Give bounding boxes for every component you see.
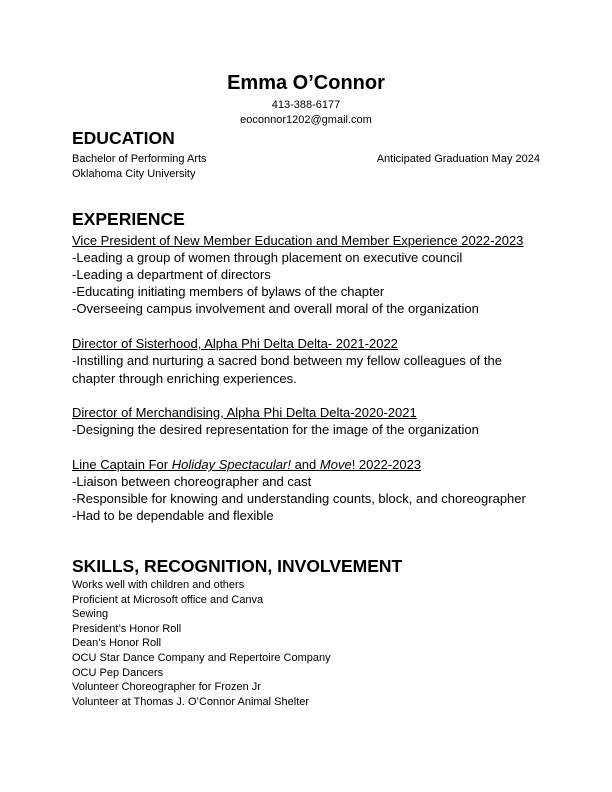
captain-show-2: Move: [319, 457, 352, 472]
sisterhood-role-title: Director of Sisterhood, Alpha Phi Delta Delta- 2021-2022: [72, 336, 398, 351]
skill-item: Volunteer at Thomas J. O’Connor Animal Shelter: [72, 695, 310, 708]
captain-bullet: -Had to be dependable and flexible: [72, 508, 274, 523]
degree: Bachelor of Performing Arts: [72, 153, 207, 165]
vp-bullet: -Educating initiating members of bylaws of the chapter: [72, 284, 385, 299]
vp-role-title: Vice President of New Member Education and Member Experience 2022-2023: [72, 233, 524, 248]
captain-title-prefix: Line Captain For: [72, 457, 172, 472]
vp-bullet: -Overseeing campus involvement and overall moral of the organization: [72, 301, 479, 316]
captain-title-mid: and: [290, 457, 320, 472]
captain-show-1: Holiday Spectacular!: [171, 457, 291, 472]
captain-role-title: [72, 457, 421, 472]
email-address: eoconnor1202@gmail.com: [240, 114, 372, 126]
captain-bullet: -Responsible for knowing and understanding counts, block, and choreographer: [72, 491, 526, 506]
resume-name: Emma O’Connor: [227, 72, 385, 94]
skill-item: Works well with children and others: [72, 579, 245, 591]
skills-list: [72, 578, 331, 709]
vp-bullet: -Leading a department of directors: [72, 267, 271, 282]
skill-item: OCU Pep Dancers: [72, 666, 164, 679]
skill-item: Sewing: [72, 608, 109, 621]
skill-item: Proficient at Microsoft office and Canva: [72, 593, 264, 606]
graduation-date: Anticipated Graduation May 2024: [376, 153, 540, 165]
vp-bullet: -Leading a group of women through placement on executive council: [72, 250, 463, 265]
skills-heading: SKILLS, RECOGNITION, INVOLVEMENT: [72, 556, 403, 576]
sisterhood-description: -Instilling and nurturing a sacred bond between my fellow colleagues of the chapter through enriching experiences.: [72, 353, 502, 386]
skill-item: Volunteer Choreographer for Frozen Jr: [72, 681, 261, 694]
experience-heading: EXPERIENCE: [72, 209, 185, 229]
merch-role-title: Director of Merchandising, Alpha Phi Delta Delta-2020-2021: [72, 405, 417, 420]
skill-item: Dean’s Honor Roll: [72, 637, 162, 650]
skill-item: President’s Honor Roll: [72, 622, 182, 635]
captain-title-suffix: ! 2022-2023: [351, 457, 422, 472]
education-heading: EDUCATION: [72, 128, 175, 148]
school: Oklahoma City University: [72, 168, 196, 180]
merch-description: -Designing the desired representation for the image of the organization: [72, 422, 479, 437]
skill-item: OCU Star Dance Company and Repertoire Company: [72, 651, 331, 664]
phone-number: 413-388-6177: [271, 99, 341, 111]
captain-bullet: -Liaison between choreographer and cast: [72, 474, 312, 489]
